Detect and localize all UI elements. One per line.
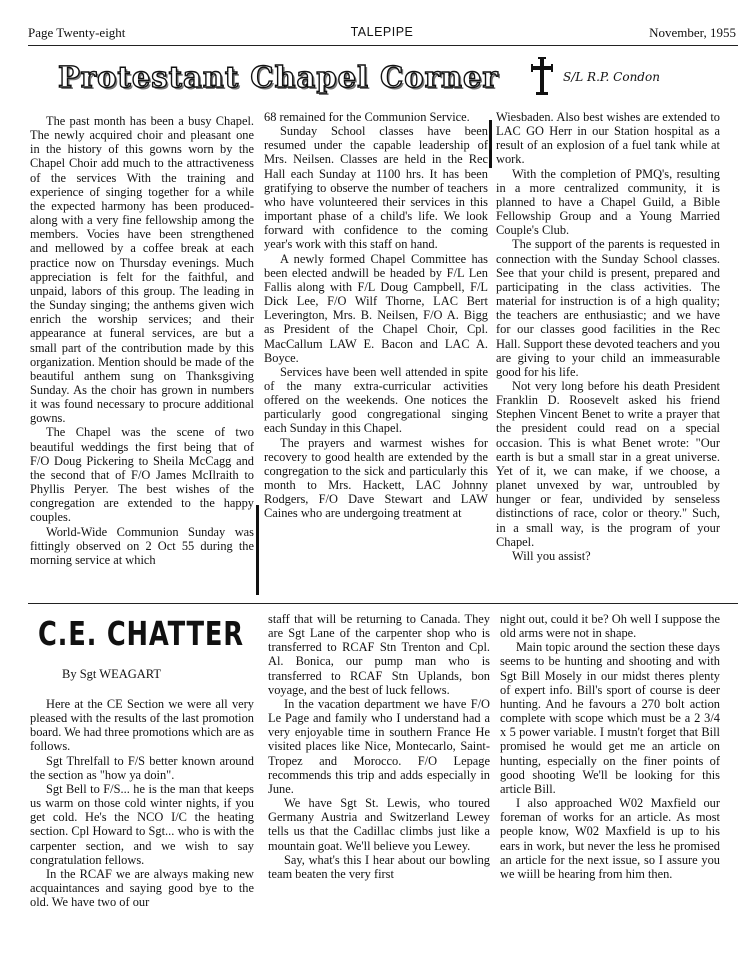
issue-date: November, 1955 (649, 25, 736, 40)
page-header (28, 25, 736, 45)
paragraph: staff that will be returning to Canada. They are Sgt Lane of the carpenter shop who is transferred to RCAF Stn Trenton and Cpl. Al. Bonica, our pump man who is transferred to RCAF Stn Uplands, bon voyage, and the best of luck fellows. (268, 612, 490, 697)
chapel-title: Protestant Chapel Corner (58, 60, 499, 94)
column-bar (256, 505, 259, 595)
paragraph: A newly formed Chapel Committee has been elected andwill be headed by F/L Len Fallis along with F/L Doug Campbell, F/L Dick Lee, F/O Wilf Thorne, LAC Bert Leverington, Mrs. B. Neilsen, F/O A. Bigg as President of the Chapel Choir, Cpl. MacCallum LAW E. Bacon and LAC A. Boyce. (264, 251, 488, 365)
paragraph: night out, could it be? Oh well I suppose the old arms were not in shape. (500, 612, 720, 641)
paragraph: Services have been well attended in spite of the many extra-curricular activities offered on the weekends. One notices the particularly good congregational singing each Sunday in this Chapel. (264, 364, 488, 436)
paragraph: Not very long before his death President Franklin D. Roosevelt asked his friend Stephen Vincent Benet to write a prayer that the president could read on a special occasion. This is what Benet wrote: "Our earth is but a small star in a great universe. Yet of it, we can make, if we choose, a planet unvexed by war, untroubled by hunger or fear, undivided by senseless distinctions of race, color or theory." Such, in a small way, is the program of your Chapel. (496, 378, 720, 549)
ce-column-1 (30, 697, 254, 909)
chapel-column-1 (30, 114, 254, 567)
paragraph: The support of the parents is requested in connection with the Sunday School classes. See that your child is present, prepared and participating in the class activities. The material for instruction is of a high quality; the teachers are enthusiastic; and we have for our classes good facilities in the Rec Hall. Support these devoted teachers and you are giving to your child an immeasurable good for his life. (496, 237, 720, 379)
chapel-column-3 (496, 110, 720, 563)
latin-cross-icon (530, 56, 554, 96)
page-number: Page Twenty-eight (28, 25, 126, 40)
paragraph: In the vacation department we have F/O Le Page and family who I understand had a very enjoyable time in southern France He visited places like Nice, Montecarlo, Saint-Tropez and Morocco. F/O Lepage recommends this trip and adds especially in June. (268, 696, 490, 796)
paragraph: Sgt Bell to F/S... he is the man that keeps us warm on those cold winter nights, if you get cold. He's the NCO I/C the heating section. Cpl Howard to Sgt... who is with the carpenter section, and we wish to say congratulation fellows. (30, 781, 254, 867)
paragraph: Will you assist? (512, 548, 591, 563)
paragraph: We have Sgt St. Lewis, who toured Germany Austria and Switzerland Lewey tells us that the Cadillac climbs just like a mountain goat. We'll believe you Lewey. (268, 796, 490, 853)
paragraph: Sunday School classes have been resumed under the capable leadership of Mrs. Neilsen. Classes are held in the Rec Hall each Sunday at 1100 hrs. It has been gratifying to observe the number of teachers who have volunteered their services in this important phase of a child's life. We look forward with confidence to the coming year's work with this staff on hand. (264, 124, 488, 252)
header-rule (28, 45, 738, 46)
column-bar (489, 120, 492, 168)
paragraph: The past month has been a busy Chapel. The newly acquired choir and pleasant one in the history of this gowns worn by the Chapel Choir add much to the attractiveness of the services With the training and experience of singing together for a while the expected harmony has been produced-along with a very fine fellowship among the members. Vocies have been strengthened and mellowed by a coffee break at each practice now on Thursday evenings. Much appreciation is felt for the faithful, and unpaid, labors of this group. The leading in the Sunday singing; the anthems given wich enrich the worship services; and their appearance at funeral services, are but a small part of the contribution made by this organization. Mention should be made of the beautiful anthem sung on Thanksgiving Sunday. As the choir has grown in numbers it was found necessary to procure additional gowns. (30, 114, 254, 426)
paragraph: The prayers and warmest wishes for recovery to good health are extended by the congregation to the sick and particularly this month to Mrs. Hackett, LAC Johnny Rodgers, F/O Dave Stewart and LAW Caines who are undergoing treatment at (264, 435, 488, 521)
paragraph: 68 remained for the Communion Service. (264, 110, 470, 124)
paragraph: Here at the CE Section we were all very pleased with the results of the last promotion board. We had three promotions which are as follows. (30, 697, 254, 754)
paragraph: In the RCAF we are always making new acquaintances and saying good bye to the old. We have two of our (30, 866, 254, 910)
paragraph: With the completion of PMQ's, resulting in a more centralized community, it is planned to have a Chapel Guild, a Bible Fellowship Group and a Young Married Couple's Club. (496, 166, 720, 238)
ce-byline: By Sgt WEAGART (62, 667, 162, 681)
paragraph: Sgt Threlfall to F/S better known around the section as "how ya doin". (30, 753, 254, 782)
paragraph: Main topic around the section these days seems to be hunting and shooting and with Sgt Bill Mosely in our midst theres plenty of expert info. Bill's sport of course is deer hunting. And he favours a 270 bolt action complete with scope which must be a 2 3/4 x 5 power variable. I mustn't forget that Bill promised he would get me an article on hunting, especially on the finer points of good shooting We'll be looking for this article Bill. (500, 640, 720, 796)
ce-column-3 (500, 612, 720, 881)
paragraph: The Chapel was the scene of two beautiful weddings the first being that of F/O Doug Pickering to Sheila McCagg and the second that of F/O James McIlraith to Phyllis Peryer. The best wishes of the congregation are extended to the happy couples. (30, 425, 254, 525)
ce-chatter-title: C.E. CHATTER (38, 614, 244, 653)
chapel-signature: S/L R.P. Condon (563, 70, 660, 84)
paragraph: Say, what's this I hear about our bowling team beaten the very first (268, 852, 490, 881)
paragraph: World-Wide Communion Sunday was fittingly observed on 2 Oct 55 during the morning service at which (30, 524, 254, 567)
chapel-banner (58, 58, 738, 98)
paragraph: Wiesbaden. Also best wishes are extended to LAC GO Herr in our Station hospital as a result of an explosion of a fuel tank while at work. (496, 110, 720, 167)
paragraph: I also approached W02 Maxfield our foreman of works for an article. As most people know, W02 Maxfield is up to his ears in work, but never the less he promised an article for the next issue, so I assure you we wiill be hearing from him then. (500, 796, 720, 881)
chapel-column-2 (264, 110, 488, 521)
publication-name: TALEPIPE (350, 25, 414, 39)
ce-column-2 (268, 612, 490, 881)
section-rule (28, 603, 738, 604)
